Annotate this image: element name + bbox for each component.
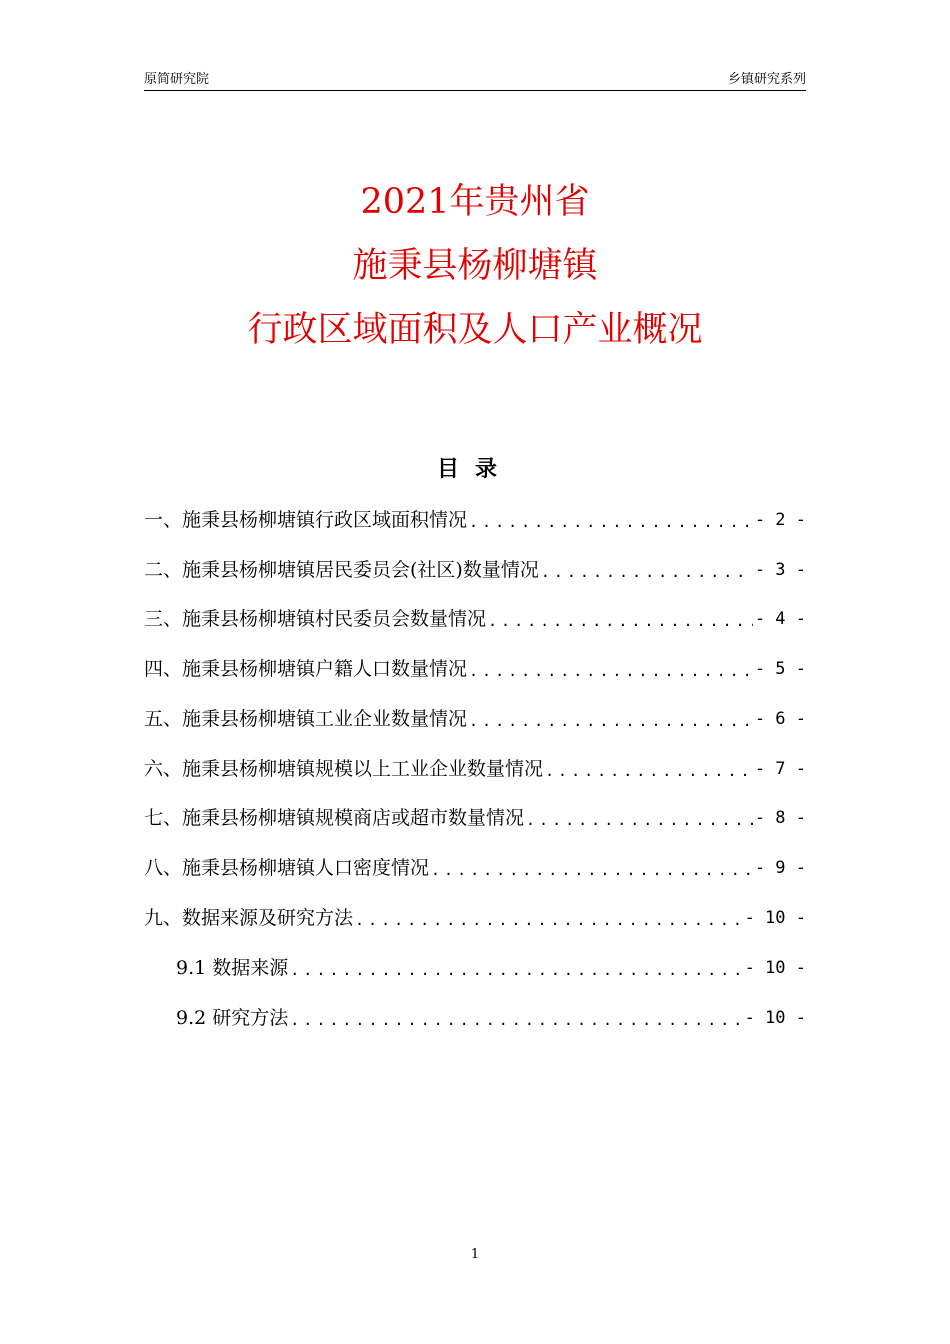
toc-entry-label: 七、施秉县杨柳塘镇规模商店或超市数量情况 bbox=[144, 807, 525, 829]
toc-entry-label: 一、施秉县杨柳塘镇行政区域面积情况 bbox=[144, 509, 468, 531]
toc-entry-page: - 2 - bbox=[754, 510, 806, 530]
toc-entry-page: - 9 - bbox=[754, 858, 806, 878]
toc-entry-page: - 8 - bbox=[754, 808, 806, 828]
toc-entry-2[interactable] bbox=[144, 557, 806, 583]
toc-entry-4[interactable] bbox=[144, 656, 806, 682]
toc-leader-dots bbox=[355, 909, 743, 931]
toc-entry-page: - 10 - bbox=[744, 908, 806, 928]
toc-leader-dots bbox=[469, 660, 753, 682]
toc-leader-dots bbox=[469, 511, 753, 533]
toc-entry-page: - 6 - bbox=[754, 709, 806, 729]
toc-entry-9-2[interactable] bbox=[176, 1005, 806, 1031]
page-header bbox=[144, 66, 806, 91]
title-line-2: 施秉县杨柳塘镇 bbox=[352, 246, 598, 286]
toc-entry-page: - 5 - bbox=[754, 659, 806, 679]
toc-heading: 目录 bbox=[436, 457, 513, 482]
toc-entry-6[interactable] bbox=[144, 756, 806, 782]
toc-entry-label: 二、施秉县杨柳塘镇居民委员会(社区)数量情况 bbox=[144, 559, 539, 581]
toc-leader-dots bbox=[469, 710, 753, 732]
toc-entry-7[interactable] bbox=[144, 805, 806, 831]
toc-leader-dots bbox=[545, 760, 753, 782]
toc-entry-page: - 10 - bbox=[744, 958, 806, 978]
toc-entry-label: 八、施秉县杨柳塘镇人口密度情况 bbox=[144, 857, 430, 879]
header-publisher: 原简研究院 bbox=[144, 72, 210, 87]
toc-entry-page: - 3 - bbox=[754, 560, 806, 580]
toc-leader-dots bbox=[526, 809, 753, 831]
toc-entry-label: 9.2 研究方法 bbox=[176, 1007, 289, 1029]
title-line-1: 2021年贵州省 bbox=[360, 182, 590, 222]
toc-entry-page: - 10 - bbox=[744, 1008, 806, 1028]
title-line-3: 行政区域面积及人口产业概况 bbox=[247, 310, 703, 350]
toc-entry-3[interactable] bbox=[144, 606, 806, 632]
toc-entry-label: 五、施秉县杨柳塘镇工业企业数量情况 bbox=[144, 708, 468, 730]
page-number: 1 bbox=[470, 1247, 480, 1262]
toc-leader-dots bbox=[488, 610, 753, 632]
toc-entry-1[interactable] bbox=[144, 507, 806, 533]
toc-entry-page: - 4 - bbox=[754, 609, 806, 629]
toc-entry-label: 六、施秉县杨柳塘镇规模以上工业企业数量情况 bbox=[144, 758, 544, 780]
toc-leader-dots bbox=[431, 859, 753, 881]
header-series: 乡镇研究系列 bbox=[727, 72, 806, 87]
toc-entry-label: 9.1 数据来源 bbox=[176, 957, 289, 979]
toc-entry-page: - 7 - bbox=[754, 759, 806, 779]
toc-entry-9-1[interactable] bbox=[176, 955, 806, 981]
toc-entry-9[interactable] bbox=[144, 905, 806, 931]
toc-entry-8[interactable] bbox=[144, 855, 806, 881]
toc-entry-label: 三、施秉县杨柳塘镇村民委员会数量情况 bbox=[144, 608, 487, 630]
toc-entry-label: 四、施秉县杨柳塘镇户籍人口数量情况 bbox=[144, 658, 468, 680]
toc-entry-5[interactable] bbox=[144, 706, 806, 732]
toc-entry-label: 九、数据来源及研究方法 bbox=[144, 907, 354, 929]
toc-leader-dots bbox=[541, 561, 753, 583]
toc-leader-dots bbox=[290, 959, 742, 981]
toc-leader-dots bbox=[290, 1009, 742, 1031]
